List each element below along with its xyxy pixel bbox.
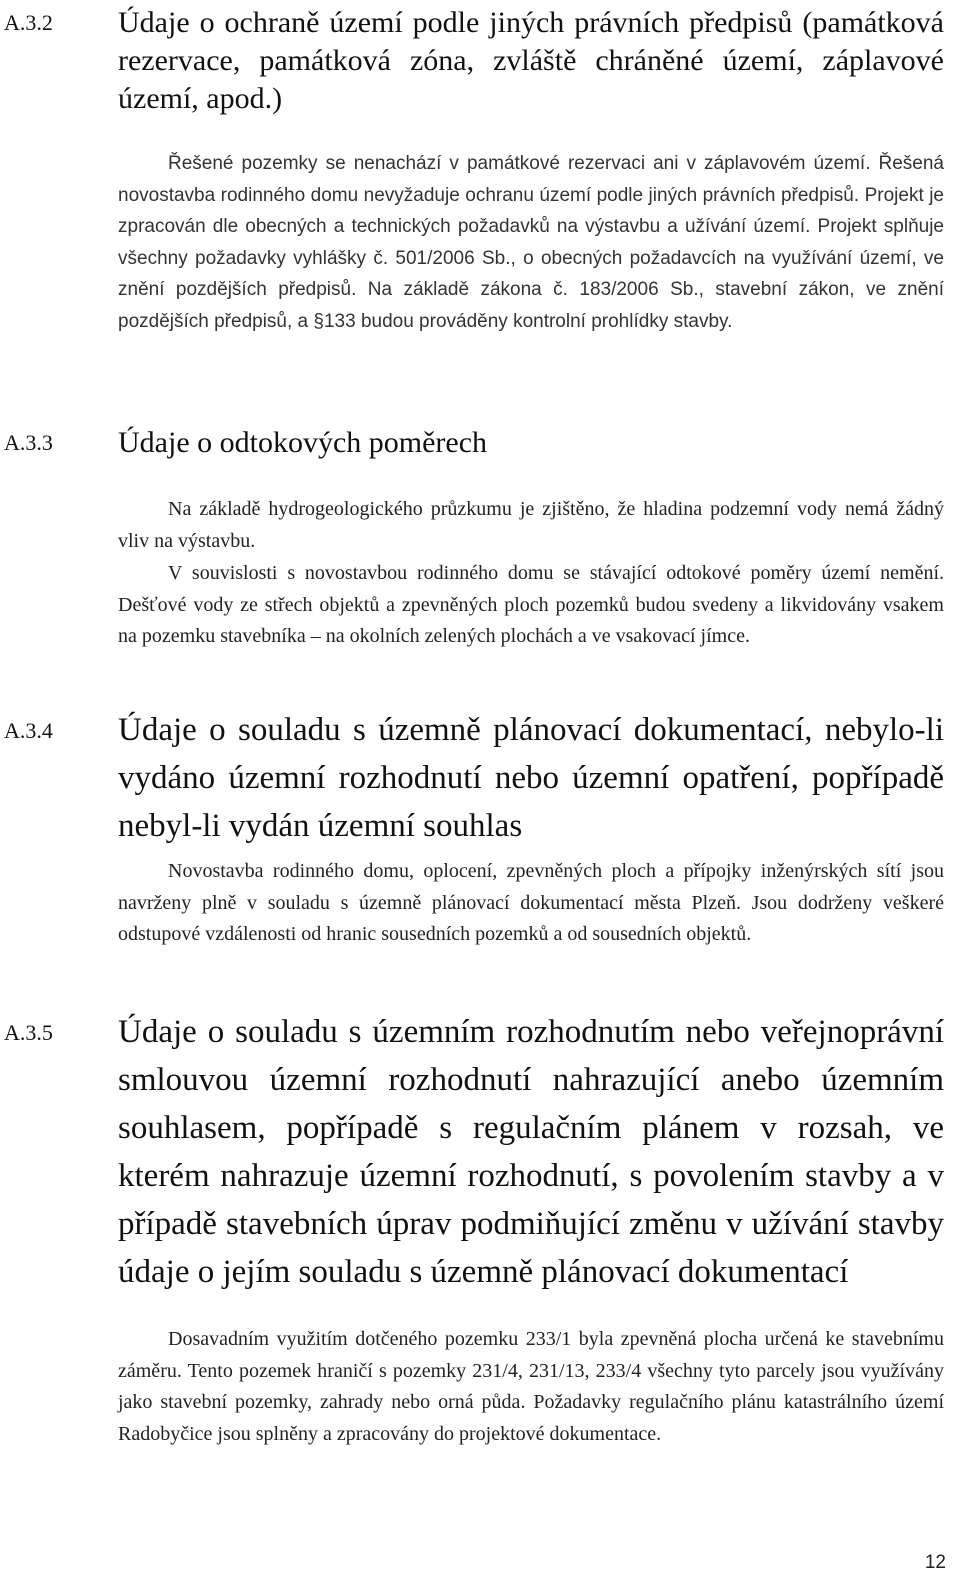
section-paragraph: Novostavba rodinného domu, oplocení, zpevněných ploch a přípojky inženýrských sítí jsou navrženy plně v souladu s územně plánovací dokumentací města Plzeň. Jsou dodrženy veškeré odstupové vzdálenosti od hranic sousedních pozemků a od sousedních objektů. (118, 860, 944, 945)
section-title: Údaje o ochraně území podle jiných právních předpisů (památková rezervace, památková zóna, zvláště chráněné území, záplavové území, apod.) (118, 6, 944, 115)
section-title: Údaje o souladu s územním rozhodnutím nebo veřejnoprávní smlouvou územní rozhodnutí nahrazující anebo územním souhlasem, popřípadě s regulačním plánem v rozsah, ve kterém nahrazuje územní rozhodnutí, s povolením stavby a v případě stavebních úprav podmiňující změnu v užívání stavby údaje o jejím souladu s územně plánovací dokumentací (118, 1014, 944, 1290)
section-paragraph: V souvislosti s novostavbou rodinného domu se stávající odtokové poměry území nemění. Dešťové vody ze střech objektů a zpevněných ploch pozemků budou svedeny a likvidovány vsakem na pozemku stavebníka – na okolních zelených plochách a ve vsakovací jímce. (118, 562, 944, 647)
section-number: A.3.4 (4, 718, 53, 743)
section-paragraph: Dosavadním využitím dotčeného pozemku 233/1 byla zpevněná plocha určená ke stavebnímu záměru. Tento pozemek hraničí s pozemky 231/4, 231/13, 233/4 všechny tyto parcely jsou využívány jako stavební pozemky, zahrady nebo orná půda. Požadavky regulačního plánu katastrálního území Radobyčice jsou splněny a zpracovány do projektové dokumentace. (118, 1328, 944, 1445)
section-title: Údaje o odtokových poměrech (118, 426, 488, 459)
section-paragraph: Řešené pozemky se nenachází v památkové rezervaci ani v záplavovém území. Řešená novostavba rodinného domu nevyžaduje ochranu území podle jiných právních předpisů. Projekt je zpracován dle obecných a technických požadavků na výstavbu a užívání území. Projekt splňuje všechny požadavky vyhlášky č. 501/2006 Sb., o obecných požadavcích na využívání území, ve znění pozdějších předpisů. Na základě zákona č. 183/2006 Sb., stavební zákon, ve znění pozdějších předpisů, a §133 budou prováděny kontrolní prohlídky stavby. (118, 153, 944, 332)
section-number: A.3.3 (4, 430, 53, 455)
section-title: Údaje o souladu s územně plánovací dokumentací, nebylo-li vydáno územní rozhodnutí nebo územní opatření, popřípadě nebyl-li vydán územní souhlas (118, 712, 944, 844)
section-number: A.3.5 (4, 1020, 53, 1045)
section-paragraph: Na základě hydrogeologického průzkumu je zjištěno, že hladina podzemní vody nemá žádný vliv na výstavbu. (118, 498, 944, 552)
page-number: 12 (924, 1552, 946, 1573)
section-number: A.3.2 (4, 10, 53, 35)
